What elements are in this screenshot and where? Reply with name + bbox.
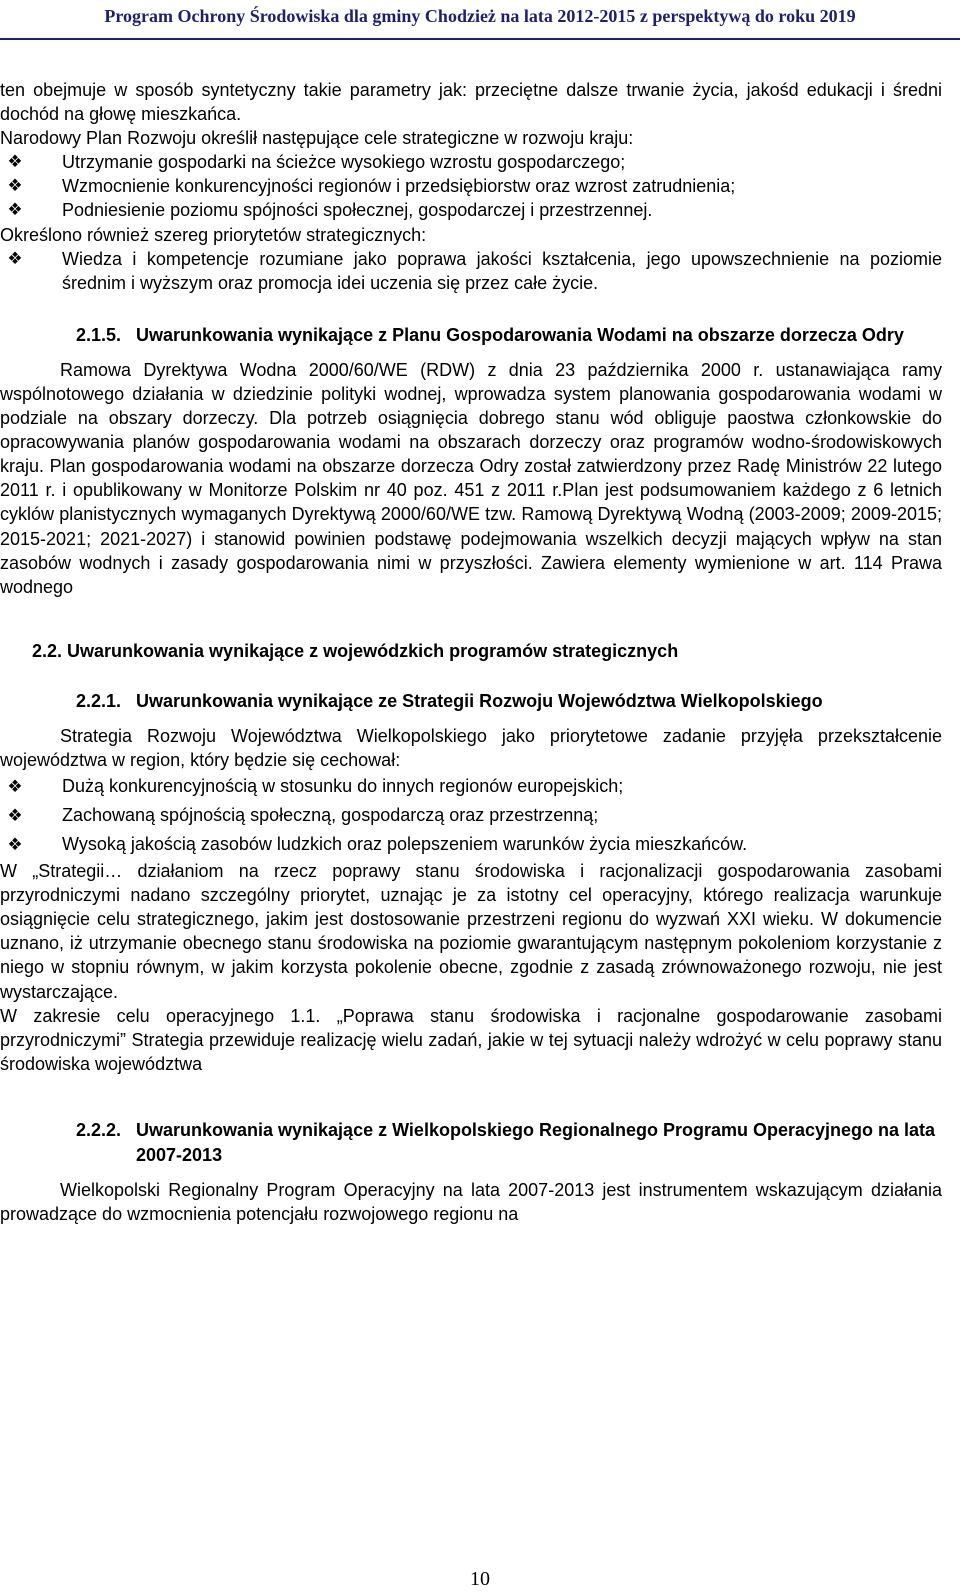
section-heading-2-1-5 [0, 323, 942, 348]
diamond-bullet-icon: ❖ [7, 777, 23, 797]
section-title: Uwarunkowania wynikające ze Strategii Rozwoju Województwa Wielkopolskiego [136, 690, 823, 711]
section-paragraph: W „Strategii… działaniom na rzecz poprawy stanu środowiska i racjonalizacji gospodarowania zasobami przyrodniczymi nadano szczególny priorytet, uznając je za istotny cel operacyjny, którego realizacja warunkuje osiągnięcie celu strategicznego, jakim jest dostosowanie przestrzeni regionu do wyzwań XXI wieku. W dokumencie uznano, iż utrzymanie obecnego stanu środowiska na poziomie gwarantującym następnym pokoleniom korzystanie z niego w stopniu równym, w jakim korzysta pokolenie obecne, zgodnie z zasadą zrównoważonego rozwoju, nie jest wystarczające. [0, 861, 942, 1002]
section-heading-2-2-2 [0, 1118, 942, 1168]
diamond-bullet-icon: ❖ [7, 248, 23, 268]
section-heading-2-2: 2.2. Uwarunkowania wynikające z wojewódzkich programów strategicznych [32, 640, 679, 661]
running-header: Program Ochrony Środowiska dla gminy Chodzież na lata 2012-2015 z perspektywą do roku 2019 [104, 6, 856, 26]
list-item: ❖ Wysoką jakością zasobów ludzkich oraz polepszeniem warunków życia mieszkańców. [0, 830, 942, 859]
section-number: 2.2.2. [76, 1119, 122, 1140]
page-number: 10 [470, 1568, 490, 1590]
list-item: ❖ Zachowaną spójnością społeczną, gospodarczą oraz przestrzenną; [0, 801, 942, 830]
section-intro: Strategia Rozwoju Województwa Wielkopolskiego jako priorytetowe zadanie przyjęła przekształcenie województwa w region, który będzie się cechował: [0, 725, 942, 770]
npr-lead-paragraph: Narodowy Plan Rozwoju określił następujące cele strategiczne w rozwoju kraju: [0, 128, 634, 149]
section-number: 2.2.1. [76, 690, 122, 711]
section-heading-2-2-1 [0, 689, 942, 714]
section-body: Wielkopolski Regionalny Program Operacyjny na lata 2007-2013 jest instrumentem wskazującym działania prowadzące do wzmocnienia potencjału rozwojowego regionu na [0, 1179, 942, 1224]
region-features-list [0, 772, 942, 859]
priorities-list [0, 247, 942, 295]
page-content [0, 78, 942, 1226]
intro-paragraph: ten obejmuje w sposób syntetyczny takie parametry jak: przeciętne dalsze trwanie życia, jakośd edukacji i średni dochód na głowę mieszkańca. [0, 80, 942, 125]
diamond-bullet-icon: ❖ [7, 806, 23, 826]
list-item: ❖ Utrzymanie gospodarki na ścieżce wysokiego wzrostu gospodarczego; [0, 150, 942, 174]
section-number: 2.1.5. [76, 324, 122, 345]
list-item: ❖ Dużą konkurencyjnością w stosunku do innych regionów europejskich; [0, 772, 942, 801]
list-item: ❖ Wiedza i kompetencje rozumiane jako poprawa jakości kształcenia, jego upowszechnienie na poziomie średnim i wyższym oraz promocja idei uczenia się przez całe życie. [0, 247, 942, 295]
section-title: Uwarunkowania wynikające z Wielkopolskiego Regionalnego Programu Operacyjnego na lata 2007-2013 [136, 1119, 936, 1165]
section-title: Uwarunkowania wynikające z Planu Gospodarowania Wodami na obszarze dorzecza Odry [136, 324, 904, 345]
list-item: ❖ Podniesienie poziomu spójności społecznej, gospodarczej i przestrzennej. [0, 198, 942, 222]
section-paragraph: W zakresie celu operacyjnego 1.1. „Poprawa stanu środowiska i racjonalne gospodarowanie zasobami przyrodniczymi” Strategia przewiduje realizację wielu zadań, jakie w tej sytuacji należy wdrożyć w celu poprawy stanu środowiska województwa [0, 1005, 942, 1074]
list-item: ❖ Wzmocnienie konkurencyjności regionów i przedsiębiorstw oraz wzrost zatrudnienia; [0, 174, 942, 198]
priorities-lead-paragraph: Określono również szereg priorytetów strategicznych: [0, 224, 427, 245]
strategic-goals-list [0, 150, 942, 222]
header-rule [0, 38, 960, 40]
diamond-bullet-icon: ❖ [7, 835, 23, 855]
diamond-bullet-icon: ❖ [7, 152, 23, 172]
section-body: Ramowa Dyrektywa Wodna 2000/60/WE (RDW) z dnia 23 października 2000 r. ustanawiająca ramy wspólnotowego działania w dziedzinie polityki wodnej, wprowadza system planowania gospodarowania wodami w podziale na obszary dorzeczy. Dla potrzeb osiągnięcia dobrego stanu wód obliguje paostwa członkowskie do opracowywania planów gospodarowania wodami na obszarach dorzeczy oraz programów wodno-środowiskowych kraju. Plan gospodarowania wodami na obszarze dorzecza Odry został zatwierdzony przez Radę Ministrów 22 lutego 2011 r. i opublikowany w Monitorze Polskim nr 40 poz. 451 z 2011 r.Plan jest podsumowaniem każdego z 6 letnich cyklów planistycznych wymaganych Dyrektywą 2000/60/WE tzw. Ramową Dyrektywą Wodną (2003-2009; 2009-2015; 2015-2021; 2021-2027) i stanowid powinien podstawę podejmowania wszelkich decyzji mających wpływ na stan zasobów wodnych i zasady gospodarowania nimi w przyszłości. Zawiera elementy wymienione w art. 114 Prawa wodnego [0, 359, 942, 597]
diamond-bullet-icon: ❖ [7, 176, 23, 196]
diamond-bullet-icon: ❖ [7, 200, 23, 220]
